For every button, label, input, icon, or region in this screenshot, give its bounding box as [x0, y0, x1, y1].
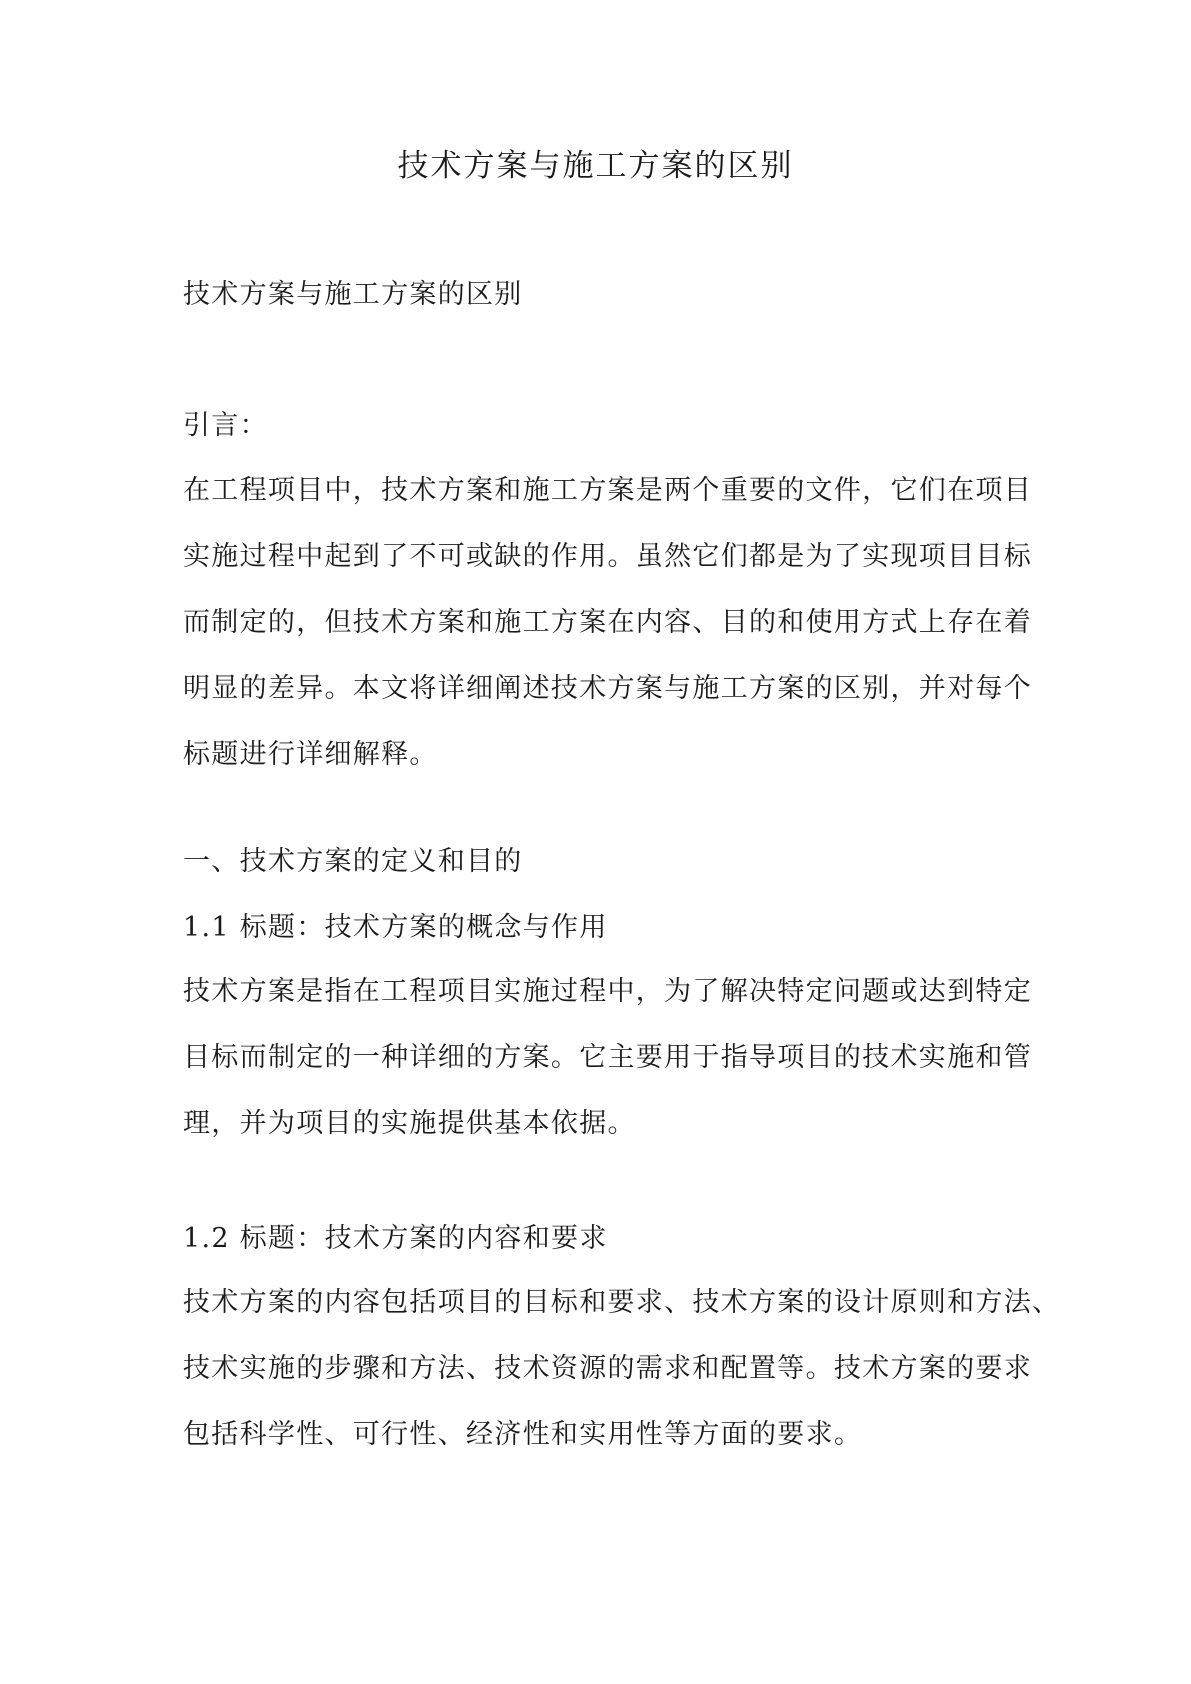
section-1-1-heading: 1.1 标题：技术方案的概念与作用 — [183, 912, 608, 943]
section-1-2-heading: 1.2 标题：技术方案的内容和要求 — [183, 1223, 608, 1254]
document-subtitle: 技术方案与施工方案的区别 — [183, 279, 523, 310]
document-title: 技术方案与施工方案的区别 — [397, 148, 794, 184]
paragraph-line: 实施过程中起到了不可或缺的作用。虽然它们都是为了实现项目目标 — [183, 541, 1032, 572]
paragraph-line: 技术方案的内容包括项目的目标和要求、技术方案的设计原则和方法、 — [183, 1287, 1061, 1318]
paragraph-line: 而制定的，但技术方案和施工方案在内容、目的和使用方式上存在着 — [183, 607, 1032, 638]
section-1-2-paragraph — [183, 1270, 1061, 1468]
paragraph-line: 技术方案是指在工程项目实施过程中，为了解决特定问题或达到特定 — [183, 976, 1032, 1007]
intro-paragraph — [183, 458, 1033, 788]
paragraph-line: 目标而制定的一种详细的方案。它主要用于指导项目的技术实施和管 — [183, 1042, 1032, 1073]
paragraph-line: 标题进行详细解释。 — [183, 739, 438, 770]
section-1-heading: 一、技术方案的定义和目的 — [183, 846, 523, 877]
paragraph-line: 明显的差异。本文将详细阐述技术方案与施工方案的区别，并对每个 — [183, 673, 1032, 704]
intro-label: 引言： — [183, 410, 268, 441]
paragraph-line: 理，并为项目的实施提供基本依据。 — [183, 1108, 636, 1139]
paragraph-line: 在工程项目中，技术方案和施工方案是两个重要的文件，它们在项目 — [183, 475, 1032, 506]
paragraph-line: 技术实施的步骤和方法、技术资源的需求和配置等。技术方案的要求 — [183, 1353, 1032, 1384]
paragraph-line: 包括科学性、可行性、经济性和实用性等方面的要求。 — [183, 1419, 863, 1450]
section-1-1-paragraph — [183, 959, 1033, 1157]
